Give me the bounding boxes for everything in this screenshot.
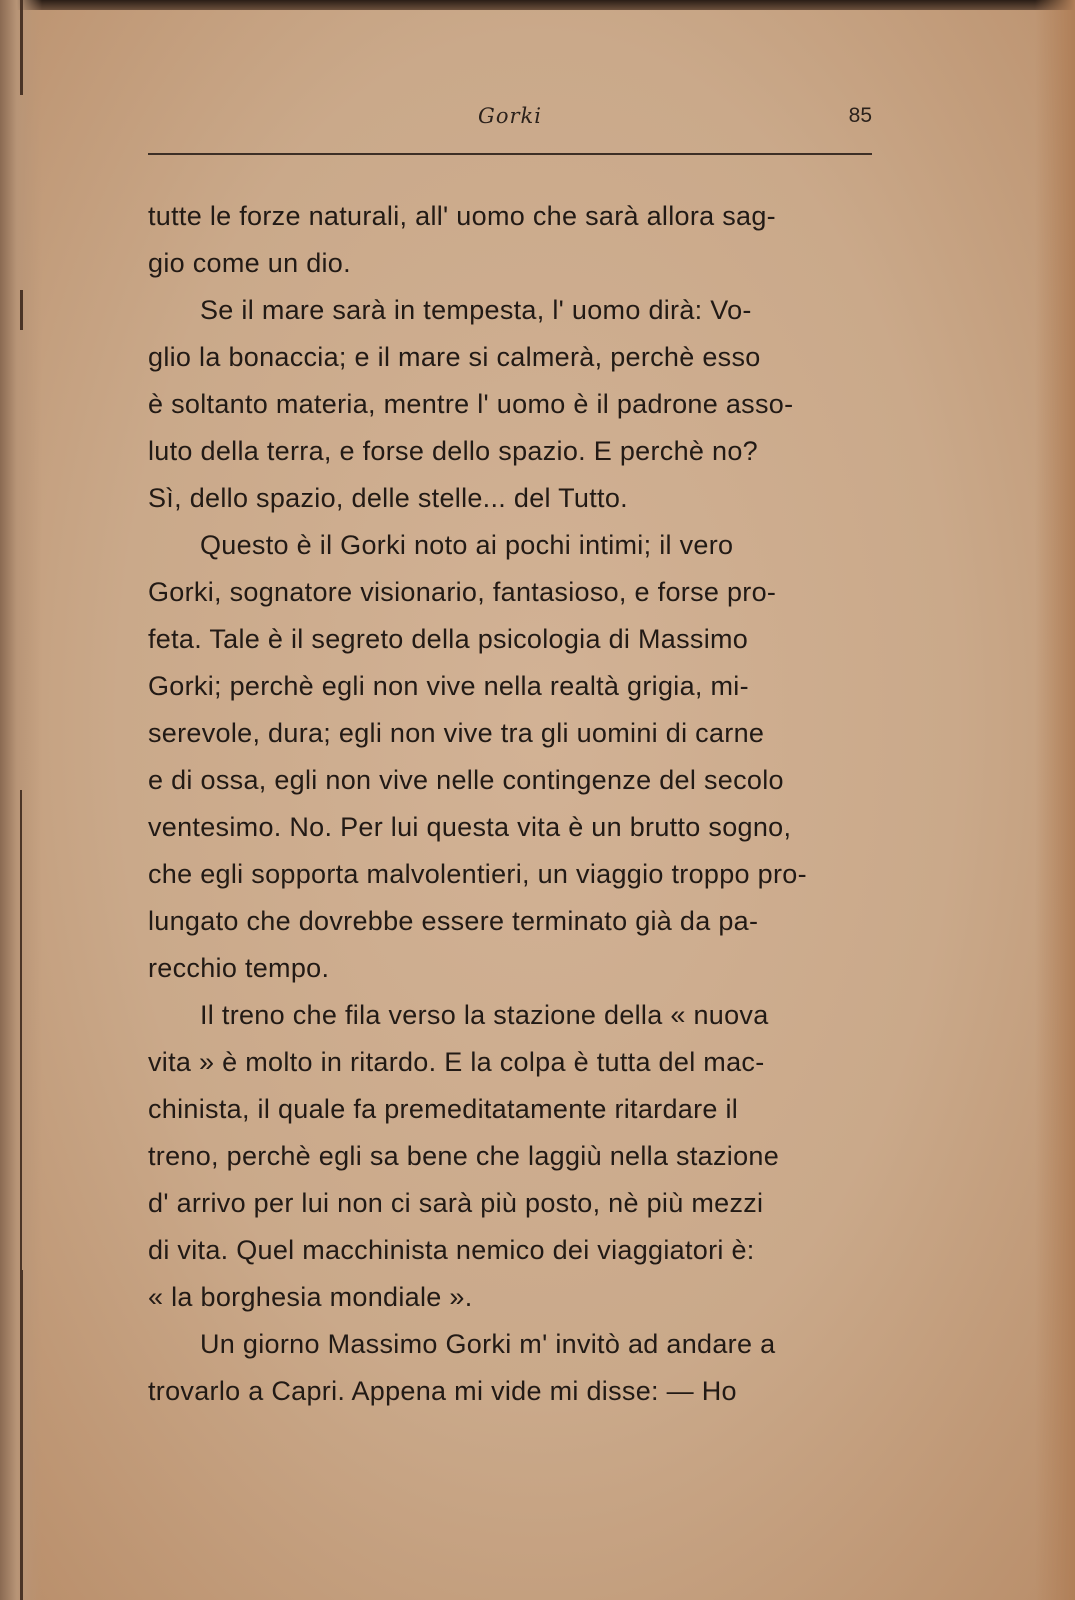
text-line: treno, perchè egli sa bene che laggiù nella stazione: [148, 1141, 780, 1171]
text-line: serevole, dura; egli non vive tra gli uomini di carne: [148, 718, 765, 748]
text-line: lungato che dovrebbe essere terminato già da pa-: [148, 906, 759, 936]
text-line: Sì, dello spazio, delle stelle... del Tutto.: [148, 483, 628, 513]
binding-thread: [20, 0, 23, 95]
text-line: Il treno che fila verso la stazione della « nuova: [200, 1000, 769, 1030]
page-number: 85: [848, 104, 872, 127]
text-line: trovarlo a Capri. Appena mi vide mi disse: — Ho: [148, 1376, 737, 1406]
text-line: che egli sopporta malvolentieri, un viaggio troppo pro-: [148, 859, 807, 889]
text-line: feta. Tale è il segreto della psicologia di Massimo: [148, 624, 749, 654]
page-header: [148, 104, 872, 144]
text-line: e di ossa, egli non vive nelle contingenze del secolo: [148, 765, 784, 795]
page-top-edge: [0, 0, 1075, 10]
text-line: luto della terra, e forse dello spazio. E perchè no?: [148, 436, 758, 466]
binding-thread: [20, 290, 23, 330]
text-line: Gorki, sognatore visionario, fantasioso, e forse pro-: [148, 577, 777, 607]
text-line: ventesimo. No. Per lui questa vita è un brutto sogno,: [148, 812, 792, 842]
text-line: glio la bonaccia; e il mare si calmerà, perchè esso: [148, 342, 761, 372]
header-rule: [148, 153, 872, 155]
text-line: è soltanto materia, mentre l' uomo è il padrone asso-: [148, 389, 794, 419]
text-line: d' arrivo per lui non ci sarà più posto, nè più mezzi: [148, 1188, 764, 1218]
binding-thread: [20, 1270, 23, 1600]
running-title: Gorki: [478, 104, 542, 128]
text-line: chinista, il quale fa premeditatamente ritardare il: [148, 1094, 739, 1124]
text-line: Se il mare sarà in tempesta, l' uomo dirà: Vo-: [200, 295, 752, 325]
page-right-edge: [1035, 0, 1075, 1600]
body-text: [148, 193, 878, 1415]
text-line: Un giorno Massimo Gorki m' invitò ad andare a: [200, 1329, 776, 1359]
text-line: recchio tempo.: [148, 953, 330, 983]
text-line: di vita. Quel macchinista nemico dei viaggiatori è:: [148, 1235, 755, 1265]
text-line: « la borghesia mondiale ».: [148, 1282, 473, 1312]
text-line: vita » è molto in ritardo. E la colpa è tutta del mac-: [148, 1047, 765, 1077]
text-line: gio come un dio.: [148, 248, 351, 278]
text-line: tutte le forze naturali, all' uomo che sarà allora sag-: [148, 201, 776, 231]
text-line: Questo è il Gorki noto ai pochi intimi; il vero: [200, 530, 734, 560]
binding-thread: [20, 790, 22, 1270]
text-line: Gorki; perchè egli non vive nella realtà grigia, mi-: [148, 671, 749, 701]
